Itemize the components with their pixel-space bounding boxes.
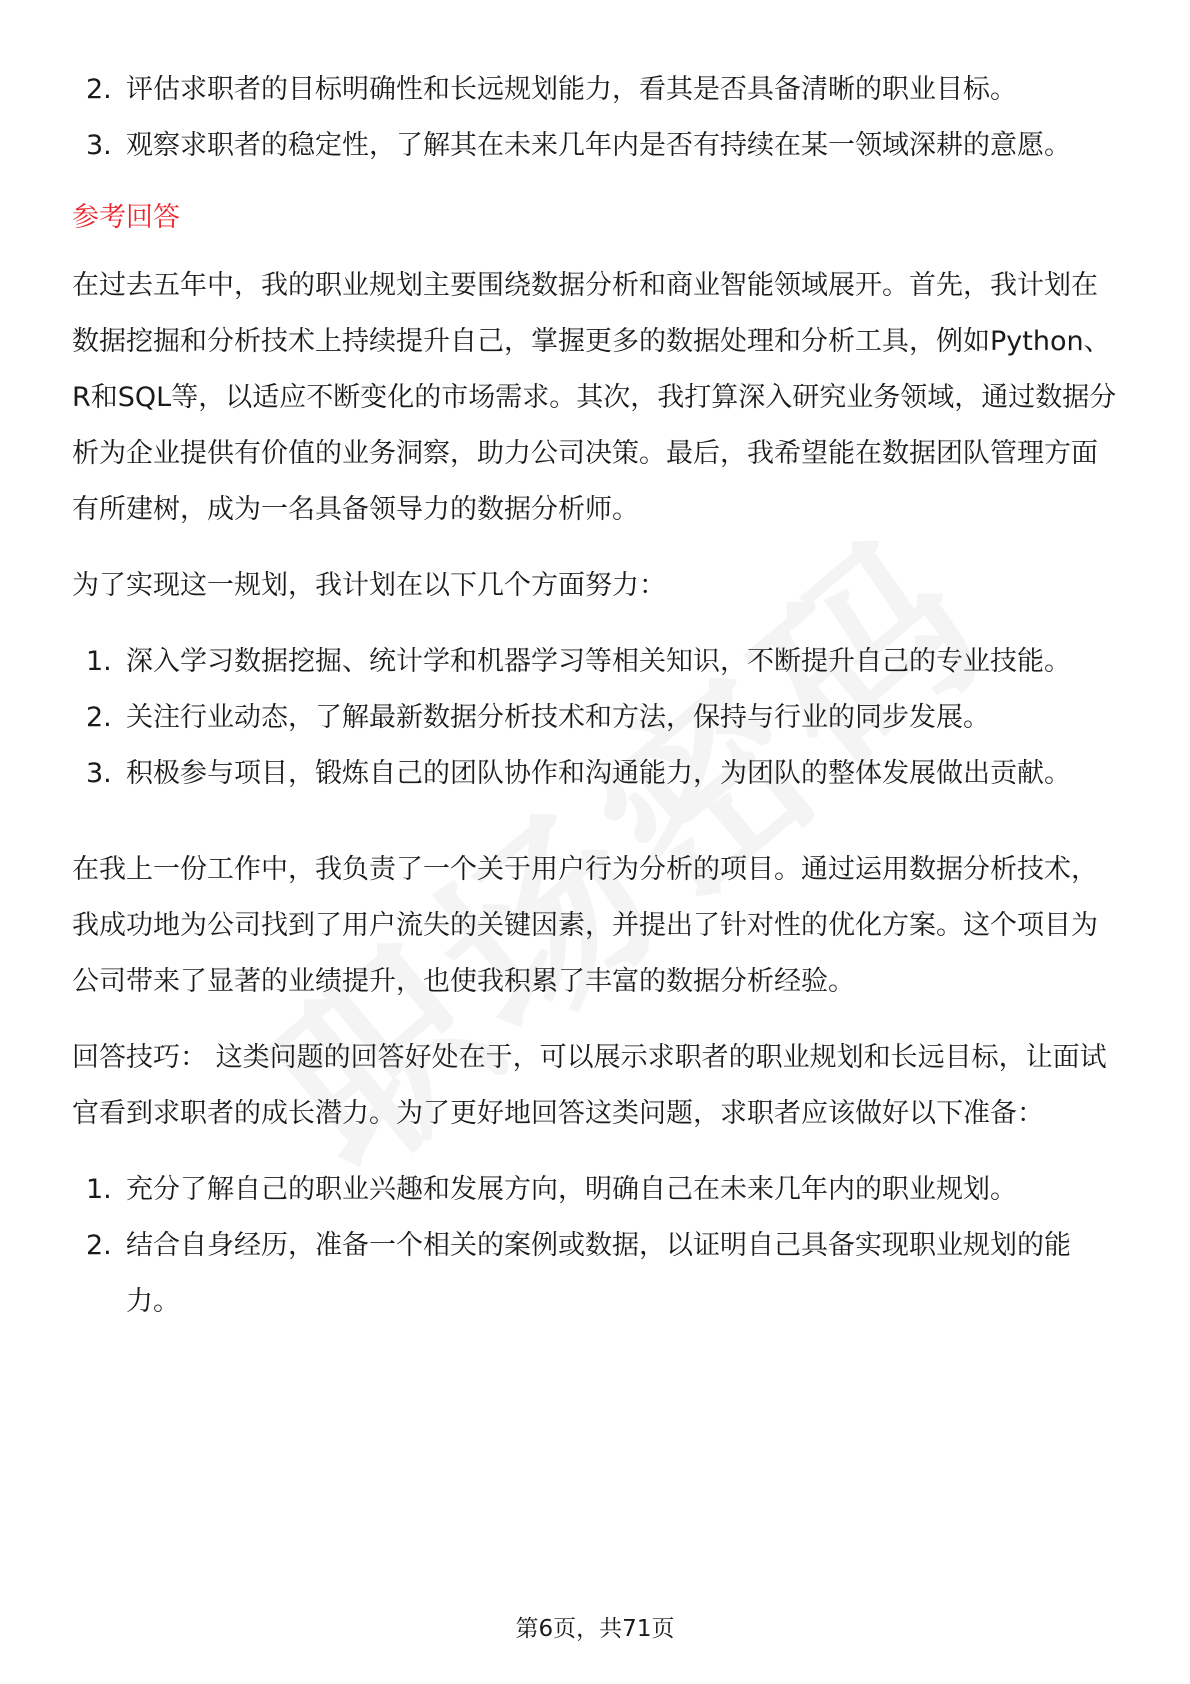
- list-number: 1.: [86, 646, 112, 677]
- criteria-list: [72, 62, 1120, 174]
- list-item-text: 观察求职者的稳定性，了解其在未来几年内是否有持续在某一领域深耕的意愿。: [126, 130, 1071, 161]
- list-item: [72, 690, 1120, 746]
- list-item-text: 结合自身经历，准备一个相关的案例或数据，以证明自己具备实现职业规划的能力。: [126, 1230, 1071, 1317]
- plan-list: [72, 634, 1120, 802]
- tips-paragraph: 回答技巧： 这类问题的回答好处在于，可以展示求职者的职业规划和长远目标，让面试官看到求职者的成长潜力。为了更好地回答这类问题，求职者应该做好以下准备：: [72, 1042, 1107, 1129]
- list-item: [72, 118, 1120, 174]
- list-item-text: 积极参与项目，锻炼自己的团队协作和沟通能力，为团队的整体发展做出贡献。: [126, 758, 1071, 789]
- list-item: [72, 1218, 1120, 1330]
- list-item: [72, 62, 1120, 118]
- list-item: [72, 746, 1120, 802]
- section-heading: 参考回答: [72, 202, 180, 233]
- tips-list: [72, 1162, 1120, 1330]
- list-number: 3.: [86, 758, 112, 789]
- answer-paragraph-2: 为了实现这一规划，我计划在以下几个方面努力：: [72, 570, 666, 601]
- list-number: 2.: [86, 1230, 112, 1261]
- list-item: [72, 634, 1120, 690]
- answer-paragraph-3: 在我上一份工作中，我负责了一个关于用户行为分析的项目。通过运用数据分析技术，我成功地为公司找到了用户流失的关键因素，并提出了针对性的优化方案。这个项目为公司带来了显著的业绩提升，也使我积累了丰富的数据分析经验。: [72, 854, 1098, 997]
- answer-paragraph-1: 在过去五年中，我的职业规划主要围绕数据分析和商业智能领域展开。首先，我计划在数据挖掘和分析技术上持续提升自己，掌握更多的数据处理和分析工具，例如Python、R和SQL等，以适应不断变化的市场需求。其次，我打算深入研究业务领域，通过数据分析为企业提供有价值的业务洞察，助力公司决策。最后，我希望能在数据团队管理方面有所建树，成为一名具备领导力的数据分析师。: [72, 270, 1117, 525]
- list-item-text: 充分了解自己的职业兴趣和发展方向，明确自己在未来几年内的职业规划。: [126, 1174, 1017, 1205]
- document-body: [72, 62, 1120, 1330]
- list-number: 2.: [86, 74, 112, 105]
- list-item-text: 评估求职者的目标明确性和长远规划能力，看其是否具备清晰的职业目标。: [126, 74, 1017, 105]
- list-item-text: 深入学习数据挖掘、统计学和机器学习等相关知识，不断提升自己的专业技能。: [126, 646, 1071, 677]
- list-number: 3.: [86, 130, 112, 161]
- list-number: 2.: [86, 702, 112, 733]
- list-item-text: 关注行业动态，了解最新数据分析技术和方法，保持与行业的同步发展。: [126, 702, 990, 733]
- list-number: 1.: [86, 1174, 112, 1205]
- list-item: [72, 1162, 1120, 1218]
- page-number: 第6页，共71页: [515, 1616, 675, 1642]
